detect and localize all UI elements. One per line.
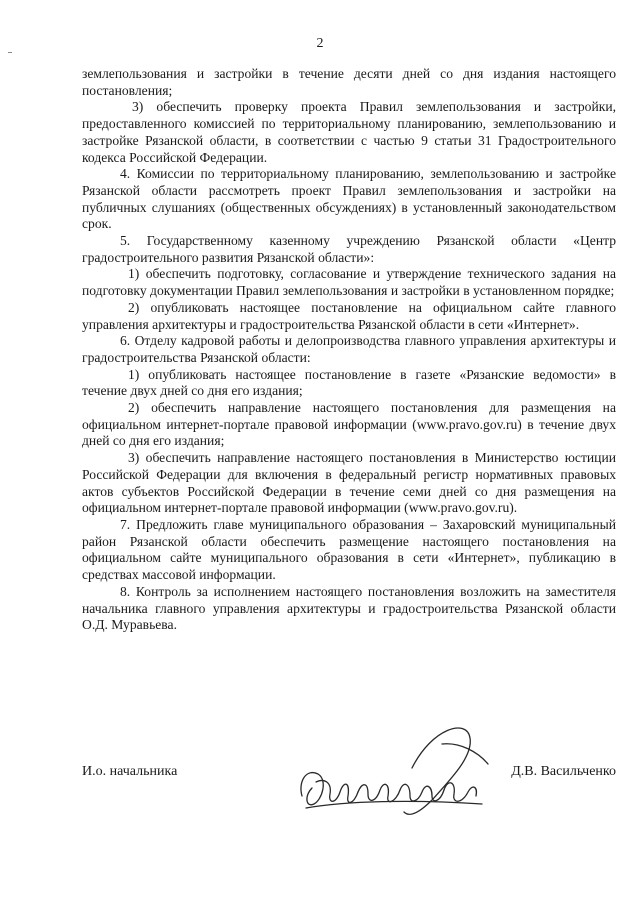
paragraph-6-item-2: 2) обеспечить направление настоящего постановления для размещения на официальном интернет-портале правовой информации (www.pravo.gov.ru) в течение двух дней со дня его издания; — [82, 400, 616, 449]
handwritten-signature — [292, 708, 502, 828]
paragraph-6-item-3: 3) обеспечить направление настоящего постановления в Министерство юстиции Российской Федерации для включения в федеральный регистр нормативных правовых актов субъектов Российской Федерации в течение семи дней со дня размещения на официальном интернет-портале правовой информации (www.pravo.gov.ru). — [82, 450, 616, 516]
paragraph-5-institution: 5. Государственному казенному учреждению Рязанской области «Центр градостроительного развития Рязанской области»: — [82, 233, 616, 265]
document-body — [82, 66, 616, 634]
paragraph-8-control: 8. Контроль за исполнением настоящего постановления возложить на заместителя начальника главного управления архитектуры и градостроительства Рязанской области О.Д. Муравьева. — [82, 583, 616, 633]
margin-mark — [8, 52, 12, 53]
paragraph-6-department: 6. Отделу кадровой работы и делопроизводства главного управления архитектуры и градостроительства Рязанской области: — [82, 333, 616, 365]
page-number: 2 — [316, 36, 324, 51]
signer-name: Д.В. Васильченко — [511, 764, 616, 779]
paragraph-5-item-2: 2) опубликовать настоящее постановление на официальном сайте главного управления архитектуры и градостроительства Рязанской области в сети «Интернет». — [82, 299, 616, 332]
paragraph-4-commission: 4. Комиссии по территориальному планированию, землепользованию и застройке Рязанской области рассмотреть проект Правил землепользования и застройки на публичных слушаниях (общественных обсуждениях) в установленный законодательством срок. — [82, 166, 616, 232]
paragraph-7-municipality: 7. Предложить главе муниципального образования – Захаровский муниципальный район Рязанской области обеспечить размещение настоящего постановления на официальном сайте муниципального образования в сети «Интернет», публикацию в средствах массовой информации. — [82, 516, 616, 583]
paragraph-item-3-verification: 3) обеспечить проверку проекта Правил землепользования и застройки, предоставленного комиссией по территориальному планированию, землепользованию и застройке Рязанской области, в соответствии с частью 9 статьи 31 Градостроительного кодекса Российской Федерации. — [82, 99, 616, 165]
signature-block — [82, 760, 616, 820]
paragraph-5-item-1: 1) обеспечить подготовку, согласование и утверждение технического задания на подготовку документации Правил землепользования и застройки в установленном порядке; — [82, 266, 616, 299]
signer-position: И.о. начальника — [82, 764, 178, 779]
paragraph-6-item-1: 1) опубликовать настоящее постановление в газете «Рязанские ведомости» в течение двух дней со дня его издания; — [82, 366, 616, 399]
paragraph-continuation: землепользования и застройки в течение десяти дней со дня издания настоящего постановления; — [82, 66, 616, 98]
